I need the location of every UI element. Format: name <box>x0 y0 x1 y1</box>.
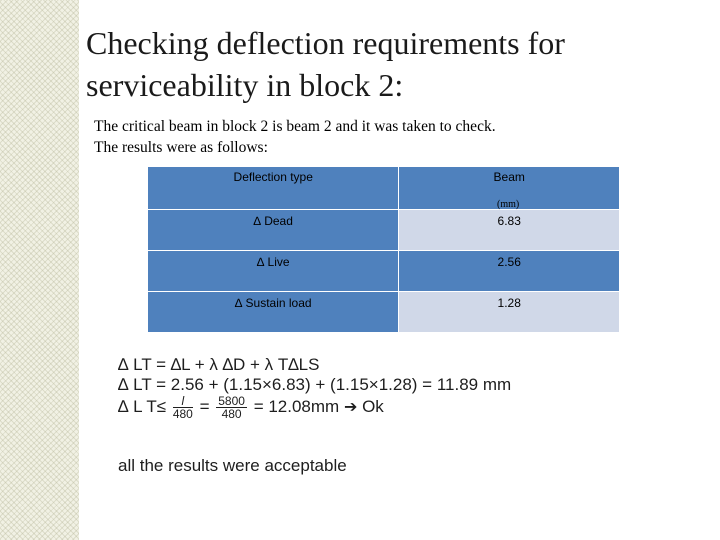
table-cell-value <box>399 251 620 292</box>
row-sustain-value: 1.28 <box>497 296 521 310</box>
decorative-side-strip <box>0 0 79 540</box>
calc-equals: = <box>199 396 210 416</box>
table-row <box>148 251 620 292</box>
table-row <box>148 210 620 251</box>
fraction-5800-over-480 <box>216 395 247 420</box>
header-deflection-type-label: Deflection type <box>233 170 313 184</box>
row-dead-value: 6.83 <box>497 214 521 228</box>
conclusion-text: all the results were acceptable <box>118 456 347 475</box>
calc-line-2: ∆ LT = 2.56 + (1.15×6.83) + (1.15×1.28) = 11.89 mm <box>118 375 512 394</box>
row-dead-label: ∆ Dead <box>253 214 293 228</box>
calc-line-1: ∆ LT = ∆L + λ ∆D + λ T∆LS <box>118 355 320 374</box>
calc-line-3-prefix: ∆ L T≤ <box>118 396 167 416</box>
table-cell-type <box>148 251 399 292</box>
fraction-denominator: 480 <box>172 407 193 421</box>
row-sustain-label: ∆ Sustain load <box>234 296 312 310</box>
right-arrow-icon: ➔ <box>343 398 358 416</box>
unit-label: (mm) <box>497 199 520 210</box>
deflection-results-table <box>147 166 620 333</box>
fraction-numerator: l <box>173 395 193 408</box>
header-deflection-type <box>148 167 399 210</box>
fraction-l-over-480 <box>173 395 193 420</box>
intro-text <box>94 116 654 158</box>
calc-result: = 12.08mm <box>253 396 340 416</box>
table-cell-value <box>399 292 620 333</box>
table-cell-value <box>399 210 620 251</box>
calc-line-3 <box>118 395 538 423</box>
table-header-row <box>148 167 620 210</box>
row-live-label: ∆ Live <box>256 255 290 269</box>
table-cell-type <box>148 210 399 251</box>
calculation-block <box>118 355 538 423</box>
calc-verdict: Ok <box>362 396 384 416</box>
intro-line-2: The results were as follows: <box>94 139 268 156</box>
header-beam-label: Beam <box>493 170 525 184</box>
fraction-numerator: 5800 <box>218 394 245 408</box>
table-row <box>148 292 620 333</box>
row-live-value: 2.56 <box>497 255 521 269</box>
table-cell-type <box>148 292 399 333</box>
slide-title: Checking deflection requirements for serviceability in block 2: <box>86 25 565 103</box>
intro-line-1: The critical beam in block 2 is beam 2 and it was taken to check. <box>94 118 496 135</box>
fraction-denominator: 480 <box>221 407 242 421</box>
